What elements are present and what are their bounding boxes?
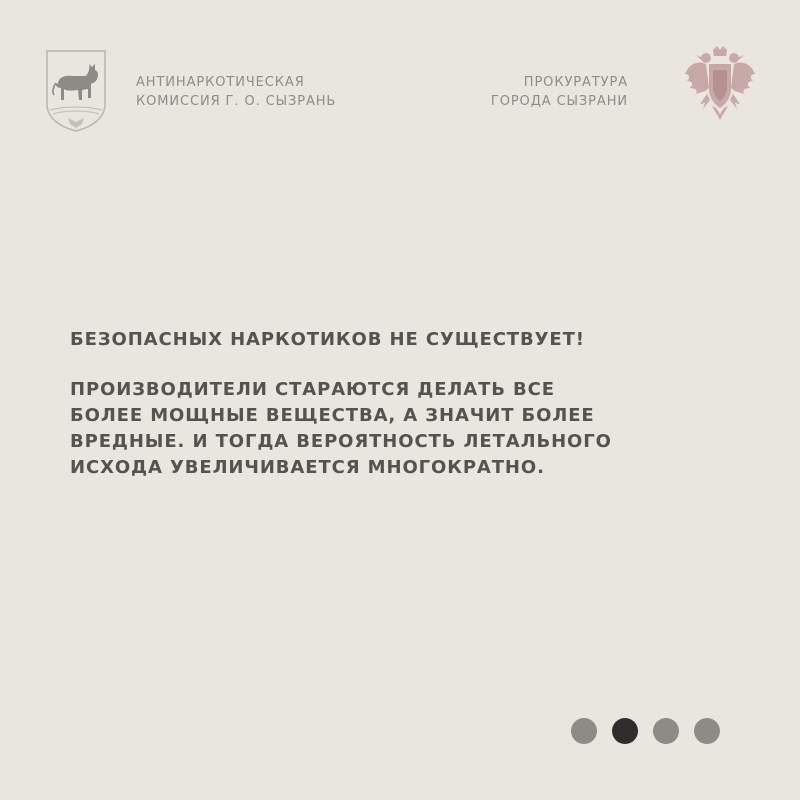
anti-drug-commission-label bbox=[136, 73, 336, 111]
body-line-4: ИСХОДА УВЕЛИЧИВАЕТСЯ МНОГОКРАТНО. bbox=[70, 457, 545, 478]
org-left-line-1: АНТИНАРКОТИЧЕСКАЯ bbox=[136, 75, 305, 90]
pagination-dot-active[interactable] bbox=[612, 718, 638, 744]
syzran-coat-of-arms-icon bbox=[44, 48, 108, 132]
org-right-line-1: ПРОКУРАТУРА bbox=[523, 75, 628, 90]
body-text bbox=[70, 377, 750, 481]
main-message bbox=[70, 327, 750, 481]
prosecutor-office-label bbox=[491, 73, 628, 111]
body-line-1: ПРОИЗВОДИТЕЛИ СТАРАЮТСЯ ДЕЛАТЬ ВСЕ bbox=[70, 379, 555, 400]
body-line-2: БОЛЕЕ МОЩНЫЕ ВЕЩЕСТВА, А ЗНАЧИТ БОЛЕЕ bbox=[70, 405, 595, 426]
pagination-dot[interactable] bbox=[694, 718, 720, 744]
body-line-3: ВРЕДНЫЕ. И ТОГДА ВЕРОЯТНОСТЬ ЛЕТАЛЬНОГО bbox=[70, 431, 612, 452]
org-right-line-2: ГОРОДА СЫЗРАНИ bbox=[490, 94, 628, 109]
prosecutor-office-eagle-icon bbox=[683, 44, 757, 122]
headline: БЕЗОПАСНЫХ НАРКОТИКОВ НЕ СУЩЕСТВУЕТ! bbox=[70, 329, 585, 350]
org-left-line-2: КОМИССИЯ Г. О. СЫЗРАНЬ bbox=[136, 94, 337, 109]
pagination-dot[interactable] bbox=[653, 718, 679, 744]
pagination-dot[interactable] bbox=[571, 718, 597, 744]
header bbox=[0, 0, 800, 140]
pagination-dots[interactable] bbox=[571, 718, 720, 744]
